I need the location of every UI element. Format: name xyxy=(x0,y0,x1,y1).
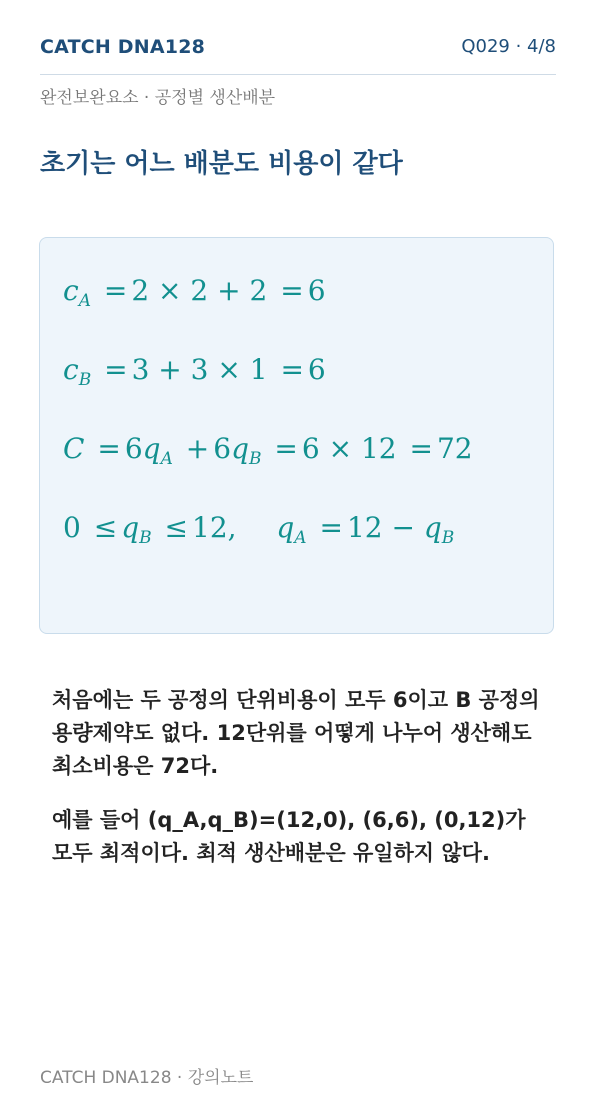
formula-op: = xyxy=(104,353,128,386)
formula-op: = xyxy=(103,274,128,307)
formula-term: 6 xyxy=(307,353,326,386)
page-title: 초기는 어느 배분도 비용이 같다 xyxy=(40,149,403,179)
formula-op: = xyxy=(409,432,433,465)
formula-constraint xyxy=(63,511,455,548)
formula-sub: B xyxy=(78,370,92,390)
formula-op: = xyxy=(280,274,304,307)
formula-var: C xyxy=(63,432,85,465)
formula-var: q xyxy=(142,432,161,465)
formula-cost-a xyxy=(63,274,326,311)
formula-var: q xyxy=(276,511,295,544)
formula-term: 3 + 3 × 1 xyxy=(131,353,268,386)
explanation-paragraph-1: 처음에는 두 공정의 단위비용이 모두 6이고 B 공정의 용량제약도 없다. 12단위를 어떻게 나누어 생산해도 최소비용은 72다. xyxy=(52,688,540,778)
formula-var: q xyxy=(423,511,442,544)
brand-title: CATCH DNA128 xyxy=(40,36,206,58)
formula-sub: A xyxy=(78,291,91,311)
formula-sub: A xyxy=(160,449,173,469)
breadcrumb: 완전보완요소 · 공정별 생산배분 xyxy=(40,88,276,108)
formula-term: 0 xyxy=(63,511,81,544)
formula-term: 6 × 12 xyxy=(301,432,397,465)
formula-term: 6 xyxy=(307,274,326,307)
formula-var: q xyxy=(231,432,249,465)
formula-op: = xyxy=(97,432,121,465)
formula-var: c xyxy=(63,274,79,307)
formula-term: 12, xyxy=(192,511,237,544)
formula-op: = xyxy=(274,432,298,465)
formula-cost-b xyxy=(63,353,326,390)
formula-term: 12 − xyxy=(346,511,415,544)
formula-sub: B xyxy=(139,528,152,548)
formula-op: = xyxy=(319,511,343,544)
formula-term: 6 xyxy=(124,432,143,465)
formula-sub: B xyxy=(441,528,455,548)
formula-sub: A xyxy=(294,528,307,548)
formula-term: 72 xyxy=(436,432,473,465)
formula-op: ≤ xyxy=(164,511,189,544)
explanation-paragraph-2: 예를 들어 (q_A,q_B)=(12,0), (6,6), (0,12)가 모두 최적이다. 최적 생산배분은 유일하지 않다. xyxy=(52,808,526,865)
formula-box xyxy=(39,237,554,634)
question-counter: Q029 · 4/8 xyxy=(461,36,556,57)
header xyxy=(40,36,556,75)
formula-op: = xyxy=(280,353,304,386)
formula-op: ≤ xyxy=(93,511,118,544)
formula-term: 6 xyxy=(213,432,232,465)
formula-var: q xyxy=(121,511,140,544)
formula-op: + xyxy=(185,432,210,465)
formula-total-cost xyxy=(63,432,473,469)
footer: CATCH DNA128 · 강의노트 xyxy=(40,1068,254,1088)
formula-term: 2 × 2 + 2 xyxy=(131,274,268,307)
formula-var: c xyxy=(63,353,79,386)
formula-sub: B xyxy=(249,449,262,469)
